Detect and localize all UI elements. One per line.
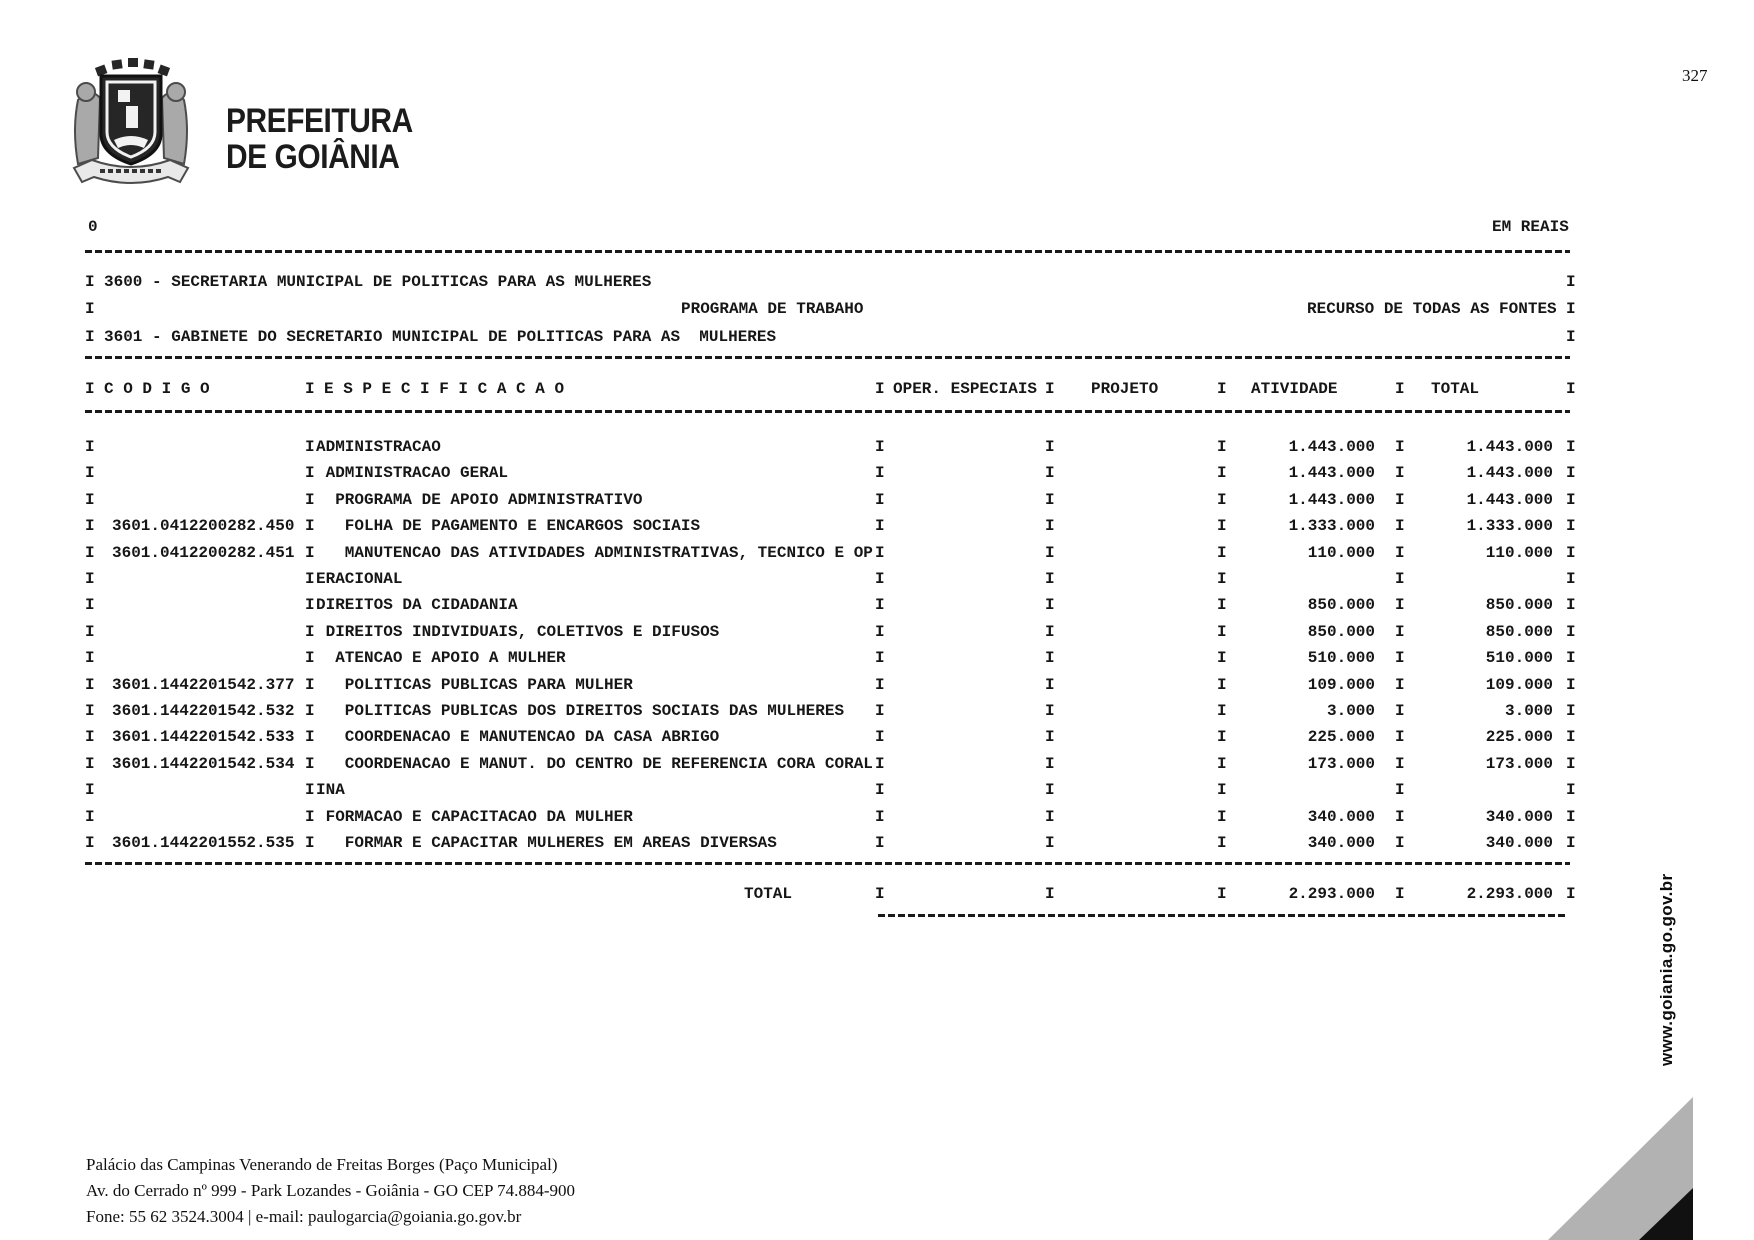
atividade-cell: 1.443.000 bbox=[1288, 464, 1375, 482]
col-header-projeto: PROJETO bbox=[1091, 380, 1159, 398]
column-separator: I bbox=[1045, 808, 1055, 826]
column-separator: I bbox=[1395, 781, 1405, 799]
column-separator: I bbox=[305, 544, 315, 562]
especificacao-cell: DIREITOS INDIVIDUAIS, COLETIVOS E DIFUSOS bbox=[316, 623, 720, 641]
column-separator: I bbox=[875, 544, 885, 562]
column-separator: I bbox=[305, 596, 315, 614]
especificacao-cell: FORMAR E CAPACITAR MULHERES EM AREAS DIVERSAS bbox=[316, 834, 777, 852]
column-separator: I bbox=[1045, 676, 1055, 694]
column-separator: I bbox=[1566, 596, 1576, 614]
total-cell: 510.000 bbox=[1485, 649, 1553, 667]
column-separator: I bbox=[875, 676, 885, 694]
especificacao-cell: ADMINISTRACAO GERAL bbox=[316, 464, 509, 482]
column-separator: I bbox=[1566, 464, 1576, 482]
column-separator: I bbox=[85, 623, 95, 641]
column-separator: I bbox=[1395, 380, 1405, 398]
table-row bbox=[0, 624, 1754, 641]
col-header-especificacao: E S P E C I F I C A C A O bbox=[324, 380, 565, 398]
table-row bbox=[0, 677, 1754, 694]
column-separator: I bbox=[1217, 808, 1227, 826]
column-separator: I bbox=[1566, 808, 1576, 826]
total-cell: 3.000 bbox=[1504, 702, 1553, 720]
column-separator: I bbox=[875, 885, 885, 903]
column-separator: I bbox=[1045, 596, 1055, 614]
table-row bbox=[0, 571, 1754, 588]
column-separator: I bbox=[1566, 623, 1576, 641]
table-row bbox=[0, 465, 1754, 482]
column-separator: I bbox=[1395, 491, 1405, 509]
table-row bbox=[0, 597, 1754, 614]
total-cell: 850.000 bbox=[1485, 596, 1553, 614]
column-separator: I bbox=[1395, 808, 1405, 826]
column-separator: I bbox=[1217, 676, 1227, 694]
column-separator: I bbox=[85, 544, 95, 562]
total-cell: 1.443.000 bbox=[1466, 438, 1553, 456]
codigo-cell: 3601.1442201542.533 bbox=[112, 728, 295, 746]
column-separator: I bbox=[875, 570, 885, 588]
column-separator: I bbox=[85, 676, 95, 694]
column-separator: I bbox=[1566, 728, 1576, 746]
column-separator: I bbox=[305, 676, 315, 694]
column-separator: I bbox=[1045, 834, 1055, 852]
column-separator: I bbox=[305, 517, 315, 535]
total-cell: 173.000 bbox=[1485, 755, 1553, 773]
column-separator: I bbox=[305, 834, 315, 852]
column-separator: I bbox=[1395, 649, 1405, 667]
column-separator: I bbox=[1217, 702, 1227, 720]
page-corner-triangle bbox=[1546, 1095, 1694, 1240]
column-separator: I bbox=[305, 808, 315, 826]
vertical-website-url: www.goiania.go.gov.br bbox=[1657, 873, 1676, 1066]
column-separator: I bbox=[1566, 755, 1576, 773]
column-separator: I bbox=[85, 755, 95, 773]
especificacao-cell: POLITICAS PUBLICAS DOS DIREITOS SOCIAIS DAS MULHERES bbox=[316, 702, 845, 720]
column-separator: I bbox=[1045, 570, 1055, 588]
column-separator: I bbox=[1395, 702, 1405, 720]
atividade-cell: 850.000 bbox=[1307, 596, 1375, 614]
especificacao-cell: DIREITOS DA CIDADANIA bbox=[316, 596, 518, 614]
codigo-cell: 3601.1442201542.532 bbox=[112, 702, 295, 720]
column-separator: I bbox=[1566, 544, 1576, 562]
page-number: 327 bbox=[1682, 66, 1708, 85]
atividade-cell: 3.000 bbox=[1326, 702, 1375, 720]
column-separator: I bbox=[1217, 623, 1227, 641]
column-separator: I bbox=[1566, 885, 1576, 903]
column-separator: I bbox=[85, 834, 95, 852]
column-separator: I bbox=[1395, 464, 1405, 482]
total-cell: 1.443.000 bbox=[1466, 491, 1553, 509]
column-separator: I bbox=[305, 623, 315, 641]
atividade-cell: 225.000 bbox=[1307, 728, 1375, 746]
brand-wordmark-line1: PREFEITURA bbox=[226, 102, 413, 140]
column-separator: I bbox=[85, 273, 95, 291]
column-separator: I bbox=[1217, 649, 1227, 667]
column-separator: I bbox=[1566, 273, 1576, 291]
dashed-divider bbox=[85, 356, 1570, 359]
especificacao-cell: PROGRAMA DE APOIO ADMINISTRATIVO bbox=[316, 491, 643, 509]
atividade-cell: 850.000 bbox=[1307, 623, 1375, 641]
column-separator: I bbox=[875, 438, 885, 456]
total-cell: 850.000 bbox=[1485, 623, 1553, 641]
especificacao-cell: COORDENACAO E MANUTENCAO DA CASA ABRIGO bbox=[316, 728, 720, 746]
table-row bbox=[0, 729, 1754, 746]
grand-total-total: 2.293.000 bbox=[1466, 885, 1553, 903]
column-separator: I bbox=[875, 834, 885, 852]
atividade-cell: 1.333.000 bbox=[1288, 517, 1375, 535]
atividade-cell: 110.000 bbox=[1307, 544, 1375, 562]
column-separator: I bbox=[1217, 517, 1227, 535]
column-separator: I bbox=[85, 728, 95, 746]
column-separator: I bbox=[1217, 438, 1227, 456]
column-separator: I bbox=[1395, 755, 1405, 773]
grand-total-atividade: 2.293.000 bbox=[1288, 885, 1375, 903]
column-separator: I bbox=[1395, 438, 1405, 456]
especificacao-cell: POLITICAS PUBLICAS PARA MULHER bbox=[316, 676, 633, 694]
column-separator: I bbox=[875, 808, 885, 826]
column-separator: I bbox=[875, 755, 885, 773]
column-separator: I bbox=[1045, 755, 1055, 773]
column-separator: I bbox=[1217, 834, 1227, 852]
column-separator: I bbox=[85, 438, 95, 456]
column-separator: I bbox=[1395, 676, 1405, 694]
column-separator: I bbox=[1045, 781, 1055, 799]
column-separator: I bbox=[1395, 885, 1405, 903]
column-separator: I bbox=[305, 755, 315, 773]
especificacao-cell: FORMACAO E CAPACITACAO DA MULHER bbox=[316, 808, 633, 826]
table-row bbox=[0, 492, 1754, 509]
column-separator: I bbox=[85, 570, 95, 588]
column-separator: I bbox=[85, 491, 95, 509]
column-separator: I bbox=[305, 702, 315, 720]
column-separator: I bbox=[875, 380, 885, 398]
column-separator: I bbox=[1045, 464, 1055, 482]
org-line1-text: 3600 - SECRETARIA MUNICIPAL DE POLITICAS PARA AS MULHERES bbox=[104, 273, 652, 291]
column-separator: I bbox=[1217, 570, 1227, 588]
atividade-cell: 340.000 bbox=[1307, 808, 1375, 826]
total-cell: 340.000 bbox=[1485, 808, 1553, 826]
column-separator: I bbox=[875, 491, 885, 509]
resource-note: RECURSO DE TODAS AS FONTES bbox=[1307, 300, 1557, 318]
column-separator: I bbox=[305, 464, 315, 482]
column-separator: I bbox=[1217, 885, 1227, 903]
table-row bbox=[0, 809, 1754, 826]
especificacao-cell: MANUTENCAO DAS ATIVIDADES ADMINISTRATIVAS, TECNICO E OP bbox=[316, 544, 873, 562]
column-separator: I bbox=[85, 781, 95, 799]
column-separator: I bbox=[85, 808, 95, 826]
col-header-codigo: C O D I G O bbox=[104, 380, 210, 398]
column-separator: I bbox=[1566, 491, 1576, 509]
table-row bbox=[0, 782, 1754, 799]
column-separator: I bbox=[1395, 517, 1405, 535]
atividade-cell: 510.000 bbox=[1307, 649, 1375, 667]
column-separator: I bbox=[1566, 570, 1576, 588]
column-separator: I bbox=[305, 438, 315, 456]
footer-contact-line: Fone: 55 62 3524.3004 | e-mail: paulogarcia@goiania.go.gov.br bbox=[86, 1207, 522, 1226]
especificacao-cell: FOLHA DE PAGAMENTO E ENCARGOS SOCIAIS bbox=[316, 517, 701, 535]
table-row bbox=[0, 545, 1754, 562]
column-separator: I bbox=[1045, 517, 1055, 535]
atividade-cell: 109.000 bbox=[1307, 676, 1375, 694]
column-separator: I bbox=[1217, 755, 1227, 773]
total-cell: 110.000 bbox=[1485, 544, 1553, 562]
column-separator: I bbox=[305, 380, 315, 398]
column-separator: I bbox=[1395, 834, 1405, 852]
footer-address-line1: Palácio das Campinas Venerando de Freitas Borges (Paço Municipal) bbox=[86, 1155, 558, 1174]
column-separator: I bbox=[1395, 596, 1405, 614]
column-separator: I bbox=[85, 517, 95, 535]
column-separator: I bbox=[1566, 517, 1576, 535]
column-separator: I bbox=[1566, 781, 1576, 799]
column-separator: I bbox=[85, 702, 95, 720]
column-separator: I bbox=[1045, 623, 1055, 641]
table-row bbox=[0, 518, 1754, 535]
total-cell: 1.443.000 bbox=[1466, 464, 1553, 482]
codigo-cell: 3601.1442201542.377 bbox=[112, 676, 295, 694]
column-separator: I bbox=[1395, 570, 1405, 588]
atividade-cell: 340.000 bbox=[1307, 834, 1375, 852]
column-separator: I bbox=[1217, 781, 1227, 799]
table-row bbox=[0, 650, 1754, 667]
column-separator: I bbox=[1566, 834, 1576, 852]
column-separator: I bbox=[1045, 380, 1055, 398]
especificacao-cell: ADMINISTRACAO bbox=[316, 438, 441, 456]
atividade-cell: 1.443.000 bbox=[1288, 491, 1375, 509]
total-cell: 1.333.000 bbox=[1466, 517, 1553, 535]
column-separator: I bbox=[1045, 438, 1055, 456]
dashed-divider-total bbox=[878, 914, 1566, 917]
goiania-coat-of-arms-logo bbox=[56, 52, 206, 202]
program-title-row bbox=[0, 301, 1754, 318]
column-separator: I bbox=[1217, 464, 1227, 482]
column-separator: I bbox=[1566, 702, 1576, 720]
atividade-cell: 1.443.000 bbox=[1288, 438, 1375, 456]
column-separator: I bbox=[85, 596, 95, 614]
report-prefix: 0 bbox=[88, 218, 98, 236]
column-separator: I bbox=[875, 702, 885, 720]
program-title: PROGRAMA DE TRABAHO bbox=[681, 300, 864, 318]
column-separator: I bbox=[1045, 544, 1055, 562]
column-separator: I bbox=[1217, 596, 1227, 614]
org-line2-text: 3601 - GABINETE DO SECRETARIO MUNICIPAL DE POLITICAS PARA AS MULHERES bbox=[104, 328, 777, 346]
column-separator: I bbox=[875, 623, 885, 641]
codigo-cell: 3601.0412200282.451 bbox=[112, 544, 295, 562]
column-separator: I bbox=[1217, 728, 1227, 746]
column-separator: I bbox=[875, 649, 885, 667]
column-separator: I bbox=[85, 328, 95, 346]
col-header-oper-especiais: OPER. ESPECIAIS bbox=[893, 380, 1038, 398]
col-header-total: TOTAL bbox=[1431, 380, 1480, 398]
column-separator: I bbox=[305, 781, 315, 799]
especificacao-cell: ERACIONAL bbox=[316, 570, 403, 588]
total-cell: 225.000 bbox=[1485, 728, 1553, 746]
column-separator: I bbox=[1045, 649, 1055, 667]
currency-note: EM REAIS bbox=[1492, 218, 1569, 236]
column-separator: I bbox=[85, 380, 95, 398]
column-separator: I bbox=[85, 300, 95, 318]
footer-address-line2: Av. do Cerrado nº 999 - Park Lozandes - Goiânia - GO CEP 74.884-900 bbox=[86, 1181, 576, 1200]
column-separator: I bbox=[1566, 676, 1576, 694]
column-separator: I bbox=[875, 596, 885, 614]
col-header-atividade: ATIVIDADE bbox=[1251, 380, 1338, 398]
column-separator: I bbox=[1045, 885, 1055, 903]
grand-total-label: TOTAL bbox=[744, 885, 793, 903]
total-cell: 109.000 bbox=[1485, 676, 1553, 694]
column-separator: I bbox=[1395, 623, 1405, 641]
column-separator: I bbox=[1045, 702, 1055, 720]
column-separator: I bbox=[1395, 544, 1405, 562]
column-separator: I bbox=[1217, 544, 1227, 562]
dashed-divider bbox=[85, 410, 1570, 413]
column-separator: I bbox=[305, 649, 315, 667]
especificacao-cell: ATENCAO E APOIO A MULHER bbox=[316, 649, 566, 667]
especificacao-cell: INA bbox=[316, 781, 345, 799]
brand-wordmark-line2: DE GOIÂNIA bbox=[226, 138, 400, 176]
column-separator: I bbox=[1217, 491, 1227, 509]
column-separator: I bbox=[1045, 491, 1055, 509]
column-separator: I bbox=[875, 728, 885, 746]
atividade-cell: 173.000 bbox=[1307, 755, 1375, 773]
column-separator: I bbox=[305, 491, 315, 509]
table-header-row bbox=[0, 381, 1754, 398]
column-separator: I bbox=[875, 517, 885, 535]
codigo-cell: 3601.0412200282.450 bbox=[112, 517, 295, 535]
column-separator: I bbox=[1217, 380, 1227, 398]
codigo-cell: 3601.1442201542.534 bbox=[112, 755, 295, 773]
dashed-divider bbox=[85, 862, 1570, 865]
column-separator: I bbox=[305, 728, 315, 746]
total-cell: 340.000 bbox=[1485, 834, 1553, 852]
column-separator: I bbox=[1566, 300, 1576, 318]
column-separator: I bbox=[305, 570, 315, 588]
column-separator: I bbox=[85, 464, 95, 482]
table-row bbox=[0, 703, 1754, 720]
grand-total-row bbox=[0, 886, 1754, 903]
column-separator: I bbox=[1395, 728, 1405, 746]
dashed-divider bbox=[85, 250, 1570, 253]
column-separator: I bbox=[875, 464, 885, 482]
table-row bbox=[0, 835, 1754, 852]
column-separator: I bbox=[85, 649, 95, 667]
org-header-row-1 bbox=[0, 274, 1754, 291]
column-separator: I bbox=[1045, 728, 1055, 746]
column-separator: I bbox=[1566, 438, 1576, 456]
column-separator: I bbox=[1566, 649, 1576, 667]
org-header-row-2 bbox=[0, 329, 1754, 346]
column-separator: I bbox=[1566, 380, 1576, 398]
column-separator: I bbox=[875, 781, 885, 799]
column-separator: I bbox=[1566, 328, 1576, 346]
table-row bbox=[0, 439, 1754, 456]
especificacao-cell: COORDENACAO E MANUT. DO CENTRO DE REFERENCIA CORA CORAL bbox=[316, 755, 873, 773]
codigo-cell: 3601.1442201552.535 bbox=[112, 834, 295, 852]
table-row bbox=[0, 756, 1754, 773]
